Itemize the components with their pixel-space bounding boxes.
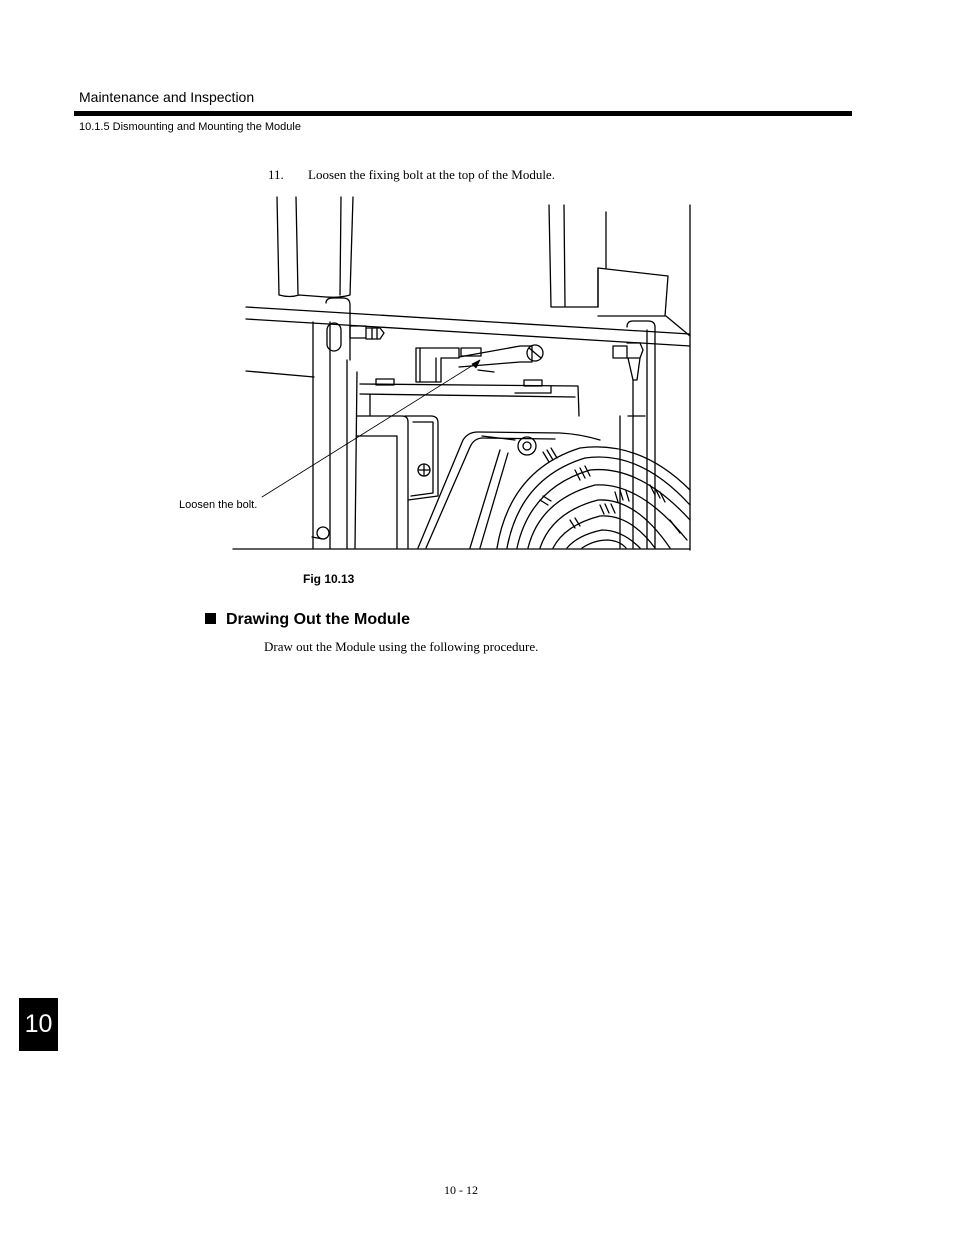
- section-heading: [205, 611, 410, 629]
- section-body: Draw out the Module using the following procedure.: [264, 639, 539, 654]
- square-bullet-icon: [205, 613, 216, 624]
- chapter-title: Maintenance and Inspection: [79, 89, 255, 105]
- section-title: 10.1.5 Dismounting and Mounting the Module: [79, 121, 301, 133]
- step-item: [268, 167, 555, 183]
- header-rule: [74, 111, 852, 116]
- figure-caption: Fig 10.13: [303, 572, 355, 586]
- chapter-tab: 10: [19, 998, 58, 1051]
- step-number: 11.: [268, 167, 284, 182]
- step-text: Loosen the fixing bolt at the top of the Module.: [308, 167, 555, 182]
- callout-label: Loosen the bolt.: [179, 499, 258, 511]
- page-number: 10 - 12: [444, 1183, 478, 1197]
- section-heading-text: Drawing Out the Module: [226, 611, 410, 628]
